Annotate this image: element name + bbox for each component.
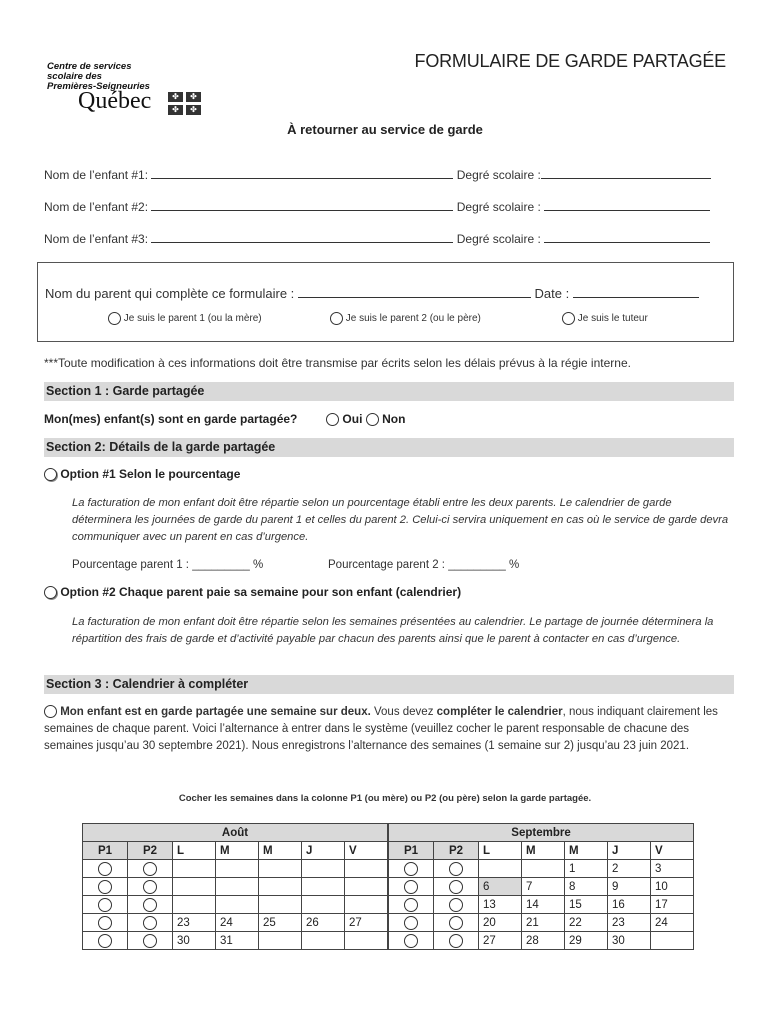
day-cell: 13 bbox=[479, 896, 522, 914]
child-row bbox=[44, 198, 710, 214]
parent-check-cell[interactable] bbox=[83, 932, 128, 950]
parent-name-field[interactable] bbox=[298, 285, 531, 298]
day-cell bbox=[479, 860, 522, 878]
radio-icon[interactable] bbox=[44, 468, 57, 481]
day-cell: 29 bbox=[565, 932, 608, 950]
table-row bbox=[83, 896, 694, 914]
day-cell: 27 bbox=[479, 932, 522, 950]
day-cell bbox=[345, 932, 389, 950]
quebec-flag-icon: ✤ ✤ ✤ ✤ bbox=[168, 92, 202, 116]
day-cell bbox=[302, 860, 345, 878]
section1-question: Mon(mes) enfant(s) sont en garde partagée? bbox=[44, 412, 298, 426]
radio-icon[interactable] bbox=[449, 880, 463, 894]
column-header: J bbox=[302, 842, 345, 860]
radio-icon[interactable] bbox=[326, 413, 339, 426]
child-row bbox=[44, 166, 711, 182]
child-grade-label: Degré scolaire : bbox=[456, 232, 541, 246]
radio-icon[interactable] bbox=[330, 312, 343, 325]
parent-name-label: Nom du parent qui complète ce formulaire : bbox=[45, 286, 295, 301]
child-name-label: Nom de l’enfant #2: bbox=[44, 200, 149, 214]
radio-icon[interactable] bbox=[98, 934, 112, 948]
day-cell bbox=[173, 878, 216, 896]
logo-quebec: Québec bbox=[78, 88, 152, 114]
day-cell bbox=[259, 896, 302, 914]
radio-icon[interactable] bbox=[143, 934, 157, 948]
column-header: V bbox=[345, 842, 389, 860]
day-cell bbox=[259, 860, 302, 878]
day-cell: 10 bbox=[651, 878, 694, 896]
day-cell: 31 bbox=[216, 932, 259, 950]
day-cell: 24 bbox=[651, 914, 694, 932]
modification-note: ***Toute modification à ces informations doit être transmise par écrits selon les délais prévus à la régie interne. bbox=[44, 356, 631, 370]
option2-label: Option #2 Chaque parent paie sa semaine pour son enfant (calendrier) bbox=[60, 585, 462, 599]
parent-check-cell[interactable] bbox=[388, 932, 434, 950]
day-cell: 2 bbox=[608, 860, 651, 878]
parent-name-row bbox=[45, 285, 699, 301]
lead-bold2: compléter le calendrier bbox=[436, 706, 563, 718]
day-cell: 3 bbox=[651, 860, 694, 878]
lead-text-a: Vous devez bbox=[370, 706, 437, 718]
day-cell bbox=[302, 878, 345, 896]
radio-icon[interactable] bbox=[98, 880, 112, 894]
day-cell: 22 bbox=[565, 914, 608, 932]
parent-check-cell[interactable] bbox=[128, 860, 173, 878]
column-header: L bbox=[173, 842, 216, 860]
column-header: M bbox=[522, 842, 565, 860]
column-header: J bbox=[608, 842, 651, 860]
parent-check-cell[interactable] bbox=[388, 914, 434, 932]
table-row bbox=[83, 932, 694, 950]
percent-parent2: Pourcentage parent 2 : _________ % bbox=[328, 559, 520, 571]
parent-box bbox=[37, 262, 734, 342]
column-header: P2 bbox=[128, 842, 173, 860]
section1-title: Section 1 : Garde partagée bbox=[44, 382, 734, 401]
child-grade-field[interactable] bbox=[541, 166, 711, 179]
day-cell: 28 bbox=[522, 932, 565, 950]
child-grade-field[interactable] bbox=[544, 198, 710, 211]
day-cell bbox=[302, 896, 345, 914]
page-title: FORMULAIRE DE GARDE PARTAGÉE bbox=[414, 51, 726, 71]
day-cell: 30 bbox=[173, 932, 216, 950]
child-grade-field[interactable] bbox=[544, 230, 710, 243]
option2-text: La facturation de mon enfant doit être répartie selon les semaines présentées au calendrier. Le partage de journée déterminera la répartition des frais de garde et d’activité payable par chacun des parents ainsi que le parent à contacter en cas d’urgence. bbox=[72, 616, 714, 645]
parent-check-cell[interactable] bbox=[434, 860, 479, 878]
month-aout: Août bbox=[83, 824, 389, 842]
day-cell: 26 bbox=[302, 914, 345, 932]
day-cell bbox=[216, 878, 259, 896]
radio-icon[interactable] bbox=[449, 934, 463, 948]
logo-line2: scolaire des bbox=[47, 71, 102, 82]
radio-icon[interactable] bbox=[143, 862, 157, 876]
child-name-label: Nom de l’enfant #1: bbox=[44, 168, 149, 182]
section3-title: Section 3 : Calendrier à compléter bbox=[44, 675, 734, 694]
option-label: Je suis le tuteur bbox=[577, 313, 648, 325]
parent-check-cell[interactable] bbox=[434, 914, 479, 932]
radio-icon[interactable] bbox=[449, 916, 463, 930]
no-label: Non bbox=[382, 412, 406, 426]
parent-check-cell[interactable] bbox=[128, 914, 173, 932]
lead-bold: Mon enfant est en garde partagée une semaine sur deux. bbox=[60, 706, 371, 718]
radio-icon[interactable] bbox=[98, 862, 112, 876]
parent-check-cell[interactable] bbox=[128, 932, 173, 950]
parent-option-1[interactable] bbox=[108, 312, 262, 325]
radio-icon[interactable] bbox=[449, 862, 463, 876]
percent-parent1: Pourcentage parent 1 : _________ % bbox=[72, 559, 264, 571]
parent-check-cell[interactable] bbox=[434, 878, 479, 896]
parent-check-cell[interactable] bbox=[83, 914, 128, 932]
day-cell bbox=[651, 932, 694, 950]
day-cell: 14 bbox=[522, 896, 565, 914]
day-cell bbox=[345, 860, 389, 878]
parent-check-cell[interactable] bbox=[388, 896, 434, 914]
radio-icon[interactable] bbox=[44, 705, 57, 718]
parent-check-cell[interactable] bbox=[434, 896, 479, 914]
radio-icon[interactable] bbox=[143, 916, 157, 930]
radio-icon[interactable] bbox=[404, 934, 418, 948]
column-header: L bbox=[479, 842, 522, 860]
parent-check-cell[interactable] bbox=[434, 932, 479, 950]
column-header: V bbox=[651, 842, 694, 860]
day-cell: 20 bbox=[479, 914, 522, 932]
option1-label: Option #1 Selon le pourcentage bbox=[60, 467, 241, 481]
option-label: Je suis le parent 2 (ou le père) bbox=[345, 313, 481, 325]
month-septembre: Septembre bbox=[388, 824, 694, 842]
parent-check-cell[interactable] bbox=[83, 860, 128, 878]
calendar-table bbox=[82, 823, 694, 950]
option-label: Je suis le parent 1 (ou la mère) bbox=[123, 313, 262, 325]
day-cell: 30 bbox=[608, 932, 651, 950]
column-header: M bbox=[565, 842, 608, 860]
logo-line1: Centre de services bbox=[47, 61, 132, 72]
radio-icon[interactable] bbox=[98, 898, 112, 912]
parent-check-cell[interactable] bbox=[83, 896, 128, 914]
day-cell bbox=[216, 896, 259, 914]
day-cell: 25 bbox=[259, 914, 302, 932]
child-name-field[interactable] bbox=[151, 198, 453, 211]
radio-icon[interactable] bbox=[143, 880, 157, 894]
parent-option-3[interactable] bbox=[562, 312, 648, 325]
parent-check-cell[interactable] bbox=[83, 878, 128, 896]
section2-title: Section 2: Détails de la garde partagée bbox=[44, 438, 734, 457]
day-cell: 23 bbox=[173, 914, 216, 932]
day-cell bbox=[302, 932, 345, 950]
column-header: P1 bbox=[83, 842, 128, 860]
day-cell bbox=[173, 860, 216, 878]
column-header: P2 bbox=[434, 842, 479, 860]
child-name-field[interactable] bbox=[151, 166, 453, 179]
date-label: Date : bbox=[534, 286, 570, 301]
table-row bbox=[83, 878, 694, 896]
section3-lead bbox=[44, 704, 732, 755]
radio-icon[interactable] bbox=[404, 898, 418, 912]
column-header: M bbox=[259, 842, 302, 860]
day-cell: 17 bbox=[651, 896, 694, 914]
day-cell bbox=[345, 878, 389, 896]
day-cell bbox=[259, 932, 302, 950]
column-header: M bbox=[216, 842, 259, 860]
option1-row[interactable] bbox=[44, 467, 240, 481]
day-cell bbox=[259, 878, 302, 896]
radio-icon[interactable] bbox=[562, 312, 575, 325]
day-cell bbox=[216, 860, 259, 878]
page-subtitle: À retourner au service de garde bbox=[287, 122, 483, 137]
radio-icon[interactable] bbox=[404, 916, 418, 930]
day-cell bbox=[173, 896, 216, 914]
day-cell: 21 bbox=[522, 914, 565, 932]
parent-check-cell[interactable] bbox=[388, 860, 434, 878]
day-cell bbox=[522, 860, 565, 878]
day-cell bbox=[345, 896, 389, 914]
table-row bbox=[83, 860, 694, 878]
child-name-field[interactable] bbox=[151, 230, 453, 243]
parent-option-2[interactable] bbox=[330, 312, 481, 325]
radio-icon[interactable] bbox=[143, 898, 157, 912]
child-name-label: Nom de l’enfant #3: bbox=[44, 232, 149, 246]
radio-icon[interactable] bbox=[404, 880, 418, 894]
child-grade-label: Degré scolaire : bbox=[456, 200, 541, 214]
radio-icon[interactable] bbox=[108, 312, 121, 325]
option2-row[interactable] bbox=[44, 585, 461, 599]
parent-check-cell[interactable] bbox=[128, 896, 173, 914]
table-row bbox=[83, 914, 694, 932]
date-field[interactable] bbox=[573, 285, 699, 298]
column-header: P1 bbox=[388, 842, 434, 860]
section1-question-row bbox=[44, 412, 405, 426]
radio-icon[interactable] bbox=[44, 586, 57, 599]
parent-check-cell[interactable] bbox=[128, 878, 173, 896]
day-cell: 6 bbox=[479, 878, 522, 896]
day-cell: 24 bbox=[216, 914, 259, 932]
day-cell: 9 bbox=[608, 878, 651, 896]
yes-label: Oui bbox=[342, 412, 363, 426]
day-cell: 7 bbox=[522, 878, 565, 896]
option1-text: La facturation de mon enfant doit être répartie selon un pourcentage établi entre les deux parents. Le calendrier de garde déterminera les journées de garde du parent 1 et celles du parent 2. Celui-ci servira uniquement en cas où le service de garde devra communiquer avec un parent en cas d’urgence. bbox=[72, 497, 729, 543]
logo-line3: Premières-Seigneuries bbox=[47, 81, 150, 92]
child-row bbox=[44, 230, 710, 246]
day-cell: 16 bbox=[608, 896, 651, 914]
radio-icon[interactable] bbox=[366, 413, 379, 426]
day-cell: 27 bbox=[345, 914, 389, 932]
day-cell: 8 bbox=[565, 878, 608, 896]
calendar-instruction: Cocher les semaines dans la colonne P1 (ou mère) ou P2 (ou père) selon la garde partagée. bbox=[178, 793, 592, 804]
radio-icon[interactable] bbox=[98, 916, 112, 930]
radio-icon[interactable] bbox=[449, 898, 463, 912]
day-cell: 15 bbox=[565, 896, 608, 914]
parent-check-cell[interactable] bbox=[388, 878, 434, 896]
lead-text-b: , nous indiquant clairement les semaines de chaque parent. Voici l’alternance à entrer dans le système (veuillez cocher le parent responsable de chacune des semaines jusqu’au 30 septembre 2021). Nous enregistrons l’alternance des semaines (1 semaine sur 2) jusqu’au 23 juin 2021. bbox=[44, 706, 718, 752]
day-cell: 23 bbox=[608, 914, 651, 932]
child-grade-label: Degré scolaire : bbox=[456, 168, 541, 182]
day-cell: 1 bbox=[565, 860, 608, 878]
radio-icon[interactable] bbox=[404, 862, 418, 876]
